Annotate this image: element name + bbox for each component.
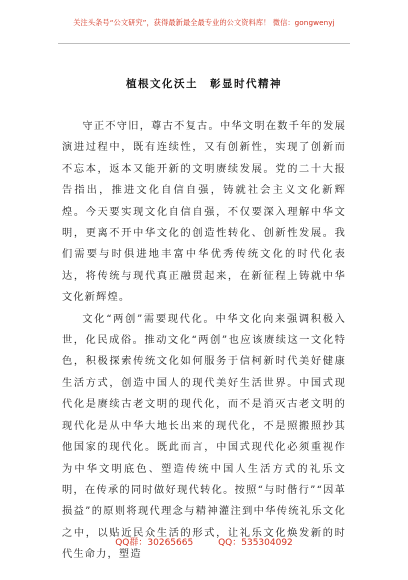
footer-qq-group: QQ群：30265665 [115,538,194,548]
paragraph: 守正不守旧，尊古不复古。中华文明在数千年的发展演进过程中，既有连续性，又有创新性，实现了创新而不忘本，返本又能开新的文明赓续发展。党的二十大报告指出，推进文化自信自强，铸就社会主义文化新辉煌。今天要实现文化自信自强，不仅要深入理解中华文明，更离不开中华文化的创造性转化、创新性发展。我们需要与时俱进地丰富中华优秀传统文化的时代化表达，将传统与现代真正融贯起来，在新征程上铸就中华文化新辉煌。 [62,121,346,304]
document-body [62,116,346,566]
paragraph: 文化“两创”需要现代化。中华文化向来强调积极入世，化民成俗。推动文化“两创”也应该赓续这一文化特色，积极探索传统文化如何服务于信柯新时代美好健康生活方式，创造中国人的现代美好生活世界。中国式现代化是赓续古老文明的现代化，而不是消灭古老文明的现代化是从中华大地长出来的现代化，不是照搬照抄其他国家的现代化。既此而言，中国式现代化必须重视作为中华文明底色、塑造传统中国人生活方式的礼乐文明，在传承的同时做好现代转化。按照“与时偕行”“因革损益”的原则将现代理念与精神灌注到中华传统礼乐文化之中，以贴近民众生活的形式，让礼乐文化焕发新的时代生命力，塑造 [62,313,346,561]
footer-contact [0,535,408,548]
document-title: 植根文化沃土 彰显时代精神 [126,78,282,90]
header-divider [58,43,350,44]
footer-qq-number: QQ：535304092 [218,538,293,548]
header-notice: 关注头条号“公文研究”，获得最新最全最专业的公文资料库！ 微信：gongwenyj [73,18,335,27]
